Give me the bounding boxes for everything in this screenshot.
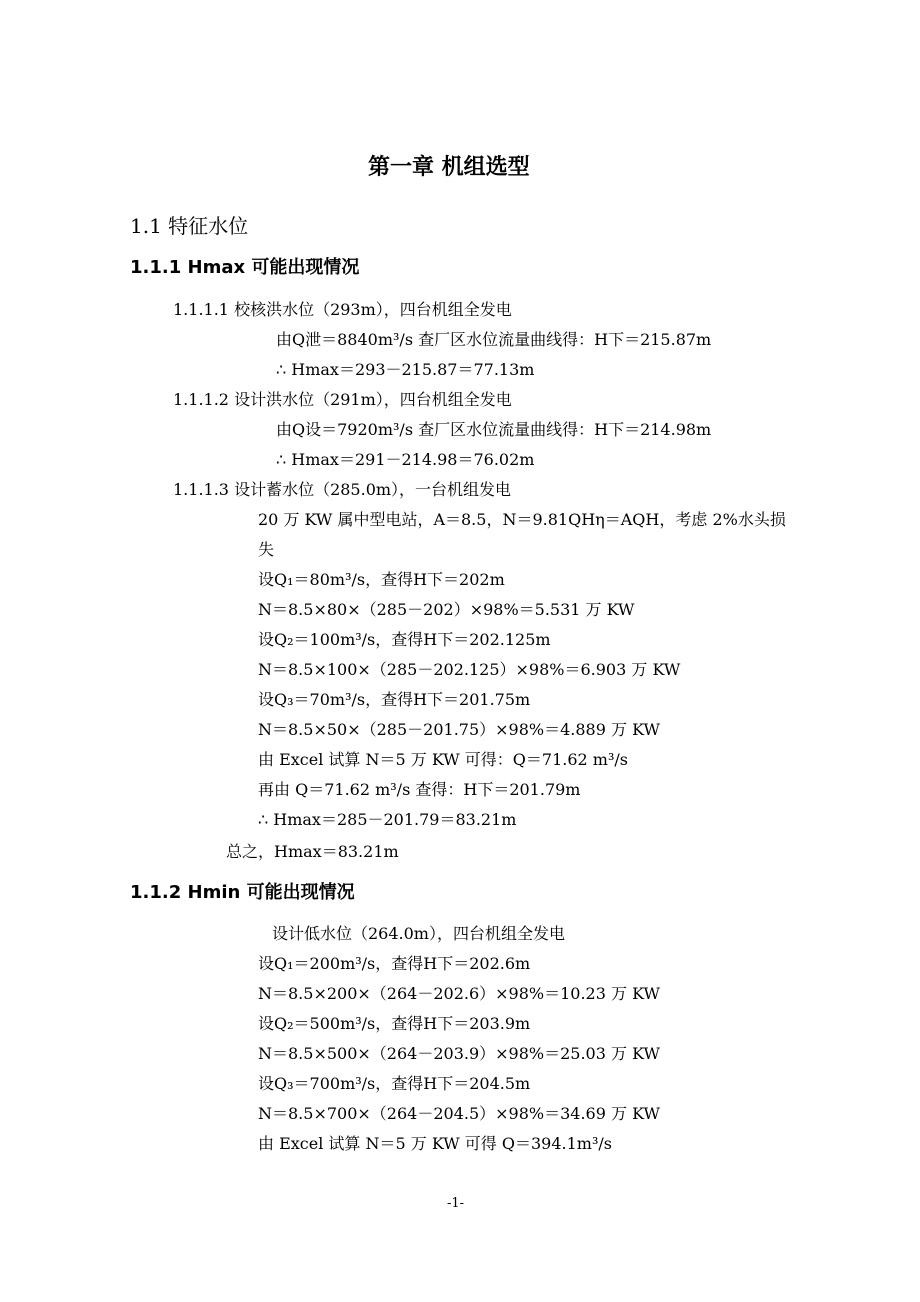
chapter-title: 第一章 机组选型	[368, 155, 530, 180]
calc-line: 设Q₂＝500m³/s，查得H下＝203.9m	[258, 1014, 531, 1033]
calc-line: 设计低水位（264.0m），四台机组全发电	[272, 924, 565, 943]
section-heading-1-1: 1.1 特征水位	[130, 214, 249, 238]
calc-line: 20 万 KW 属中型电站，A＝8.5，N＝9.81QHη＝AQH，考虑 2%水头损	[258, 510, 786, 529]
calc-line: ∴ Hmax＝293－215.87＝77.13m	[276, 360, 535, 379]
calc-line: 由 Excel 试算 N＝5 万 KW 可得：Q＝71.62 m³/s	[258, 750, 628, 769]
calc-line: 由Q泄＝8840m³/s 查厂区水位流量曲线得：H下＝215.87m	[276, 330, 712, 349]
calc-line: N＝8.5×80×（285－202）×98%＝5.531 万 KW	[258, 600, 635, 619]
calc-line: 设Q₂＝100m³/s，查得H下＝202.125m	[258, 630, 551, 649]
section-heading-1-1-1: 1.1.1 Hmax 可能出现情况	[130, 257, 360, 278]
calc-line: 设Q₁＝80m³/s，查得H下＝202m	[258, 570, 505, 589]
calc-line: N＝8.5×500×（264－203.9）×98%＝25.03 万 KW	[258, 1044, 660, 1063]
calc-line: N＝8.5×700×（264－204.5）×98%＝34.69 万 KW	[258, 1104, 660, 1123]
calc-line: 设Q₁＝200m³/s，查得H下＝202.6m	[258, 954, 531, 973]
calc-line: N＝8.5×50×（285－201.75）×98%＝4.889 万 KW	[258, 720, 660, 739]
calc-line: 由Q设＝7920m³/s 查厂区水位流量曲线得：H下＝214.98m	[276, 420, 712, 439]
calc-line: 再由 Q＝71.62 m³/s 查得：H下＝201.79m	[258, 780, 581, 799]
calc-line: 设Q₃＝700m³/s，查得H下＝204.5m	[258, 1074, 531, 1093]
calc-line: 设Q₃＝70m³/s，查得H下＝201.75m	[258, 690, 531, 709]
calc-line: ∴ Hmax＝285－201.79＝83.21m	[258, 810, 517, 829]
section-heading-1-1-2: 1.1.2 Hmin 可能出现情况	[130, 882, 355, 903]
subsection-1-1-1-2-title: 1.1.1.2 设计洪水位（291m），四台机组全发电	[173, 390, 512, 409]
calc-line: N＝8.5×200×（264－202.6）×98%＝10.23 万 KW	[258, 984, 660, 1003]
calc-line: N＝8.5×100×（285－202.125）×98%＝6.903 万 KW	[258, 660, 681, 679]
calc-line: ∴ Hmax＝291－214.98＝76.02m	[276, 450, 535, 469]
page-number: -1-	[447, 1196, 465, 1211]
subsection-1-1-1-1-title: 1.1.1.1 校核洪水位（293m），四台机组全发电	[173, 300, 512, 319]
summary-line: 总之，Hmax＝83.21m	[226, 842, 399, 861]
subsection-1-1-1-3-title: 1.1.1.3 设计蓄水位（285.0m），一台机组发电	[173, 480, 512, 499]
calc-line: 失	[258, 540, 275, 559]
calc-line: 由 Excel 试算 N＝5 万 KW 可得 Q＝394.1m³/s	[258, 1134, 612, 1153]
